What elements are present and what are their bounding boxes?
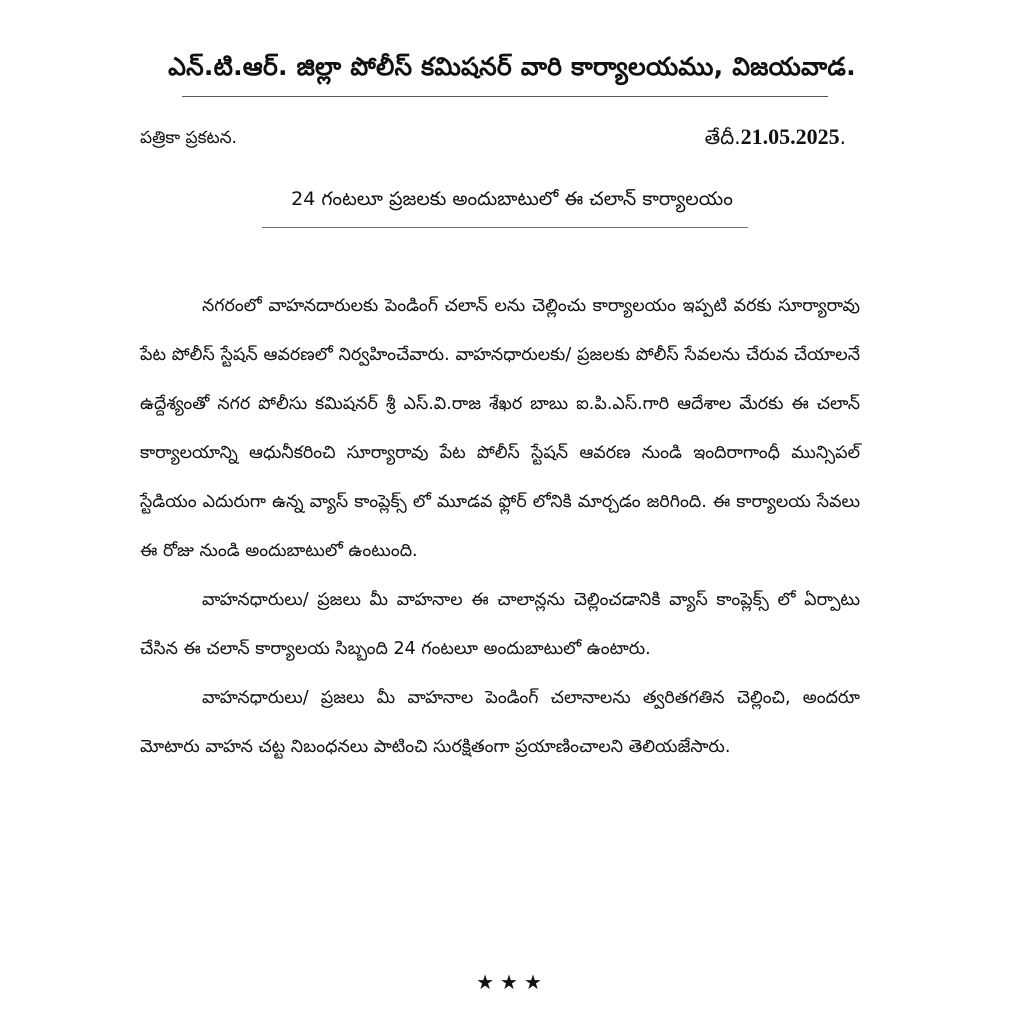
date-value: 21.05.2025 xyxy=(740,124,840,149)
paragraph-relocation: నగరంలో వాహనదారులకు పెండింగ్ చలాన్ లను చెల్లించు కార్యాలయం ఇప్పటి వరకు సూర్యారావు పేట పోలీస్ స్టేషన్ ఆవరణలో నిర్వహించేవారు. వాహనధారులకు/ ప్రజలకు పోలీస్ సేవలను చేరువ చేయాలనే ఉద్దేశ్యంతో నగర పోలీసు కమిషనర్ శ్రీ ఎస్.వి.రాజ శేఖర బాబు ఐ.పి.ఎస్.గారి ఆదేశాల మేరకు ఈ చలాన్ కార్యాలయాన్ని ఆధునీకరించి సూర్యారావు పేట పోలీస్ స్టేషన్ ఆవరణ నుండి ఇందిరాగాంధీ మున్సిపల్ స్టేడియం ఎదురుగా ఉన్న వ్యాస్ కాంప్లెక్స్ లో మూడవ ఫ్లోర్ లోనికి మార్చడం జరిగింది. ఈ కార్యాలయ సేవలు ఈ రోజు నుండి అందుబాటులో ఉంటుంది. xyxy=(140,296,860,561)
office-title: ఎన్.టి.ఆర్. జిల్లా పోలీస్ కమిషనర్ వారి కార్యాలయము, విజయవాడ. xyxy=(168,52,856,81)
subject-heading: 24 గంటలూ ప్రజలకు అందుబాటులో ఈ చలాన్ కార్యాలయం xyxy=(291,188,733,210)
end-stars: ★★★ xyxy=(476,970,548,994)
paragraph-staff-availability: వాహనధారులు/ ప్రజలు మీ వాహనాల ఈ చాలాన్లను చెల్లించడానికి వ్యాస్ కాంప్లెక్స్ లో ఏర్పాటు చేసిన ఈ చలాన్ కార్యాలయ సిబ్బంది 24 గంటలూ అందుబాటులో ఉంటారు. xyxy=(140,590,860,659)
release-date xyxy=(705,124,846,154)
subject-underline xyxy=(262,227,748,228)
date-prefix: తేదీ. xyxy=(704,125,741,149)
body-text xyxy=(140,282,860,772)
date-suffix: . xyxy=(839,125,846,149)
paragraph-advisory: వాహనధారులు/ ప్రజలు మీ వాహనాల పెండింగ్ చలానాలను త్వరితగతిన చెల్లించి, అందరూ మోటారు వాహన చట్ట నిబంధనలు పాటించి సురక్షితంగా ప్రయాణించాలని తెలియజేసారు. xyxy=(140,688,860,757)
title-underline xyxy=(182,96,828,97)
press-release-label: పత్రికా ప్రకటన. xyxy=(140,128,237,148)
